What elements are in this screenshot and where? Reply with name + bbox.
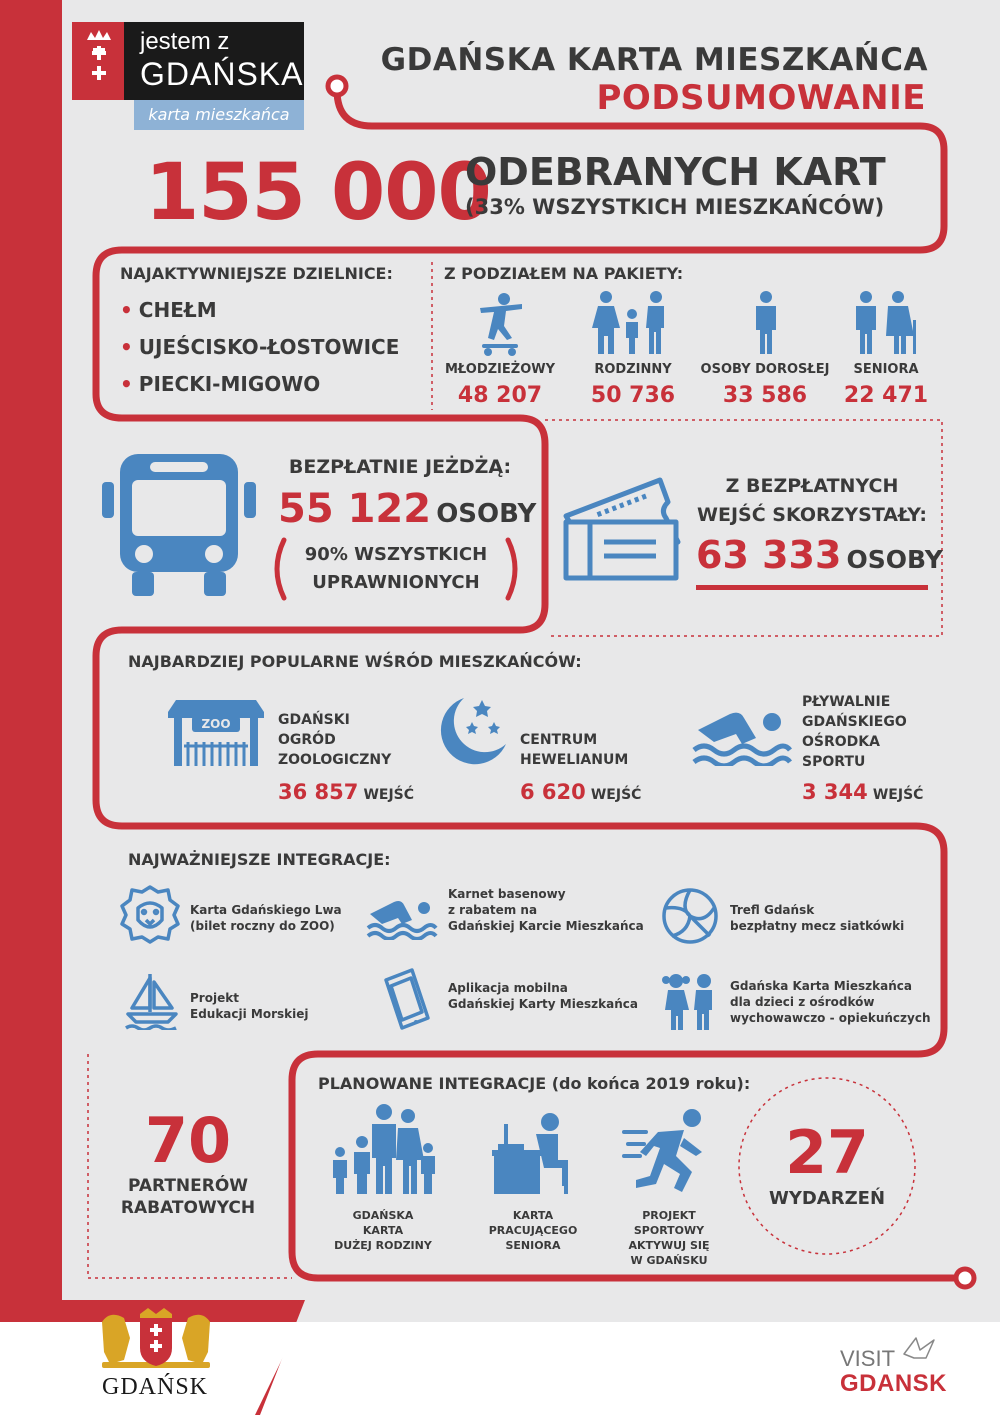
planned-label-line: SENIORA bbox=[505, 1239, 561, 1252]
runner-icon bbox=[622, 1108, 714, 1194]
footer-city-name: GDAŃSK bbox=[101, 1374, 208, 1400]
integration-line: Projekt bbox=[190, 991, 239, 1005]
sailboat-icon bbox=[124, 970, 180, 1030]
planned-label-line: PRACUJĄCEGO bbox=[488, 1224, 578, 1237]
popular-label-line: SPORTU bbox=[802, 754, 866, 770]
planned-label bbox=[468, 1208, 598, 1253]
integration-line: bezpłatny mecz siatkówki bbox=[730, 919, 905, 933]
popular-label-line: OGRÓD bbox=[278, 732, 336, 748]
package-label: RODZINNY bbox=[594, 362, 672, 377]
package-value: 50 736 bbox=[590, 383, 676, 408]
page-title: GDAŃSKA KARTA MIESZKAŃCA bbox=[380, 42, 928, 78]
big-family-icon bbox=[328, 1104, 438, 1196]
popular-value-row bbox=[520, 780, 641, 804]
entries-count-row bbox=[696, 533, 943, 577]
integration-line: Edukacji Morskiej bbox=[190, 1007, 309, 1021]
planned-label-line: KARTA bbox=[362, 1224, 404, 1237]
popular-label-line: GDAŃSKI bbox=[278, 712, 350, 728]
district-item bbox=[120, 298, 217, 322]
district-item bbox=[120, 372, 320, 396]
popular-heading: NAJBARDZIEJ POPULARNE WŚRÓD MIESZKAŃCÓW: bbox=[128, 652, 582, 671]
cards-sublabel: (33% WSZYSTKICH MIESZKAŃCÓW) bbox=[465, 195, 885, 219]
package-label: SENIORA bbox=[853, 362, 919, 377]
bus-icon bbox=[98, 448, 260, 600]
integration-line: z rabatem na bbox=[448, 903, 538, 917]
visit-city-label: GDANSK bbox=[840, 1370, 948, 1397]
events-label: WYDARZEŃ bbox=[768, 1188, 886, 1209]
integration-text bbox=[190, 990, 309, 1022]
popular-value: 3 344 bbox=[802, 780, 868, 804]
crane-origami-icon bbox=[902, 1336, 936, 1366]
cards-count: 155 000 bbox=[145, 148, 491, 238]
zoo-icon bbox=[164, 696, 268, 768]
popular-unit: WEJŚĆ bbox=[872, 787, 924, 803]
bullet-icon: • bbox=[120, 335, 133, 359]
transport-count-row bbox=[278, 486, 537, 532]
planned-heading: PLANOWANE INTEGRACJE (do końca 2019 roku): bbox=[318, 1074, 751, 1093]
tickets-icon bbox=[560, 476, 685, 584]
adult-icon bbox=[750, 290, 782, 354]
integration-line: Aplikacja mobilna bbox=[448, 981, 568, 995]
transport-unit: OSOBY bbox=[436, 499, 537, 529]
crown-crosses-icon bbox=[84, 30, 114, 92]
entries-underline bbox=[696, 585, 928, 590]
skateboarder-icon bbox=[470, 292, 530, 358]
seniors-icon bbox=[850, 290, 920, 354]
planned-label-line: W GDAŃSKU bbox=[630, 1254, 708, 1267]
popular-label bbox=[802, 692, 907, 772]
children-icon bbox=[660, 972, 720, 1032]
districts-heading: NAJAKTYWNIEJSZE DZIELNICE: bbox=[120, 264, 393, 283]
logo-line2: GDAŃSKA bbox=[140, 56, 304, 92]
popular-label-line: GDAŃSKIEGO bbox=[802, 714, 907, 730]
popular-label-line: OŚRODKA bbox=[802, 734, 880, 750]
planned-label bbox=[318, 1208, 448, 1253]
popular-unit: WEJŚĆ bbox=[590, 787, 642, 803]
package-value: 22 471 bbox=[843, 383, 929, 408]
integration-line: (bilet roczny do ZOO) bbox=[190, 919, 335, 933]
cards-label: ODEBRANYCH KART bbox=[465, 150, 886, 194]
planned-label bbox=[604, 1208, 734, 1268]
integration-text bbox=[730, 902, 904, 934]
popular-label bbox=[278, 710, 391, 770]
visit-label: VISIT bbox=[840, 1346, 896, 1371]
integration-line: wychowawczo - opiekuńczych bbox=[730, 1011, 931, 1025]
swimmer-icon bbox=[366, 894, 438, 940]
district-name: UJEŚCISKO-ŁOSTOWICE bbox=[138, 335, 400, 359]
package-label: MŁODZIEŻOWY bbox=[444, 362, 556, 377]
planned-label-line: GDAŃSKA bbox=[352, 1209, 414, 1222]
transport-note-line1: 90% WSZYSTKICH bbox=[304, 544, 488, 565]
district-item bbox=[120, 335, 399, 359]
swimmer-icon bbox=[690, 700, 794, 766]
popular-value-row bbox=[802, 780, 923, 804]
popular-value-row bbox=[278, 780, 414, 804]
popular-label-line: HEWELIANUM bbox=[520, 752, 629, 768]
integrations-heading: NAJWAŻNIEJSZE INTEGRACJE: bbox=[128, 850, 391, 869]
transport-note-line2: UPRAWNIONYCH bbox=[312, 572, 480, 593]
volleyball-icon bbox=[660, 886, 720, 946]
integration-line: Gdańskiej Karcie Mieszkańca bbox=[448, 919, 644, 933]
integration-line: Gdańska Karta Mieszkańca bbox=[730, 979, 912, 993]
integration-text bbox=[448, 980, 638, 1012]
lion-icon bbox=[120, 884, 180, 944]
packages-heading: Z PODZIAŁEM NA PAKIETY: bbox=[444, 264, 684, 283]
events-count: 27 bbox=[785, 1118, 869, 1188]
integration-text bbox=[448, 886, 644, 934]
popular-unit: WEJŚĆ bbox=[363, 787, 415, 803]
district-name: CHEŁM bbox=[138, 298, 217, 322]
popular-label-line: PŁYWALNIE bbox=[802, 694, 891, 710]
entries-heading-line1: Z BEZPŁATNYCH bbox=[725, 475, 899, 497]
popular-label-line: CENTRUM bbox=[520, 732, 598, 748]
integration-line: Trefl Gdańsk bbox=[730, 903, 815, 917]
office-worker-icon bbox=[490, 1110, 578, 1194]
planned-label-line: SPORTOWY bbox=[633, 1224, 705, 1237]
family-icon bbox=[592, 290, 672, 354]
transport-heading: BEZPŁATNIE JEŻDŻĄ: bbox=[288, 456, 512, 478]
integration-text bbox=[730, 978, 930, 1026]
planned-label-line: KARTA bbox=[512, 1209, 554, 1222]
entries-count: 63 333 bbox=[696, 533, 842, 577]
bullet-icon: • bbox=[120, 298, 133, 322]
integration-line: Gdańskiej Karty Mieszkańca bbox=[448, 997, 638, 1011]
popular-value: 36 857 bbox=[278, 780, 359, 804]
logo-subtitle: karta mieszkańca bbox=[134, 100, 304, 130]
moon-stars-icon bbox=[434, 692, 510, 768]
planned-label-line: AKTYWUJ SIĘ bbox=[628, 1239, 710, 1252]
integration-text bbox=[190, 902, 342, 934]
partners-label-line2: RABATOWYCH bbox=[120, 1198, 256, 1218]
package-value: 48 207 bbox=[457, 383, 543, 408]
package-value: 33 586 bbox=[722, 383, 808, 408]
gdansk-coat-of-arms-icon bbox=[96, 1308, 216, 1370]
integration-line: Karta Gdańskiego Lwa bbox=[190, 903, 342, 917]
logo-line1: jestem z bbox=[140, 28, 230, 55]
entries-heading-line2: WEJŚĆ SKORZYSTAŁY: bbox=[697, 504, 927, 526]
district-name: PIECKI-MIGOWO bbox=[138, 372, 321, 396]
bullet-icon: • bbox=[120, 372, 133, 396]
page-subtitle: PODSUMOWANIE bbox=[596, 78, 926, 118]
popular-label bbox=[520, 730, 628, 770]
transport-count: 55 122 bbox=[278, 486, 432, 532]
zoo-sign-text: ZOO bbox=[201, 717, 231, 731]
partners-label-line1: PARTNERÓW bbox=[127, 1176, 249, 1196]
planned-label-line: PROJEKT bbox=[642, 1209, 696, 1222]
integration-line: dla dzieci z ośrodków bbox=[730, 995, 875, 1009]
entries-unit: OSOBY bbox=[846, 545, 943, 574]
partners-count: 70 bbox=[144, 1104, 232, 1177]
planned-label-line: DUŻEJ RODZINY bbox=[334, 1239, 432, 1252]
integration-line: Karnet basenowy bbox=[448, 887, 566, 901]
phone-icon bbox=[382, 968, 432, 1032]
package-label: OSOBY DOROSŁEJ bbox=[700, 362, 830, 377]
popular-value: 6 620 bbox=[520, 780, 586, 804]
popular-label-line: ZOOLOGICZNY bbox=[278, 752, 392, 768]
